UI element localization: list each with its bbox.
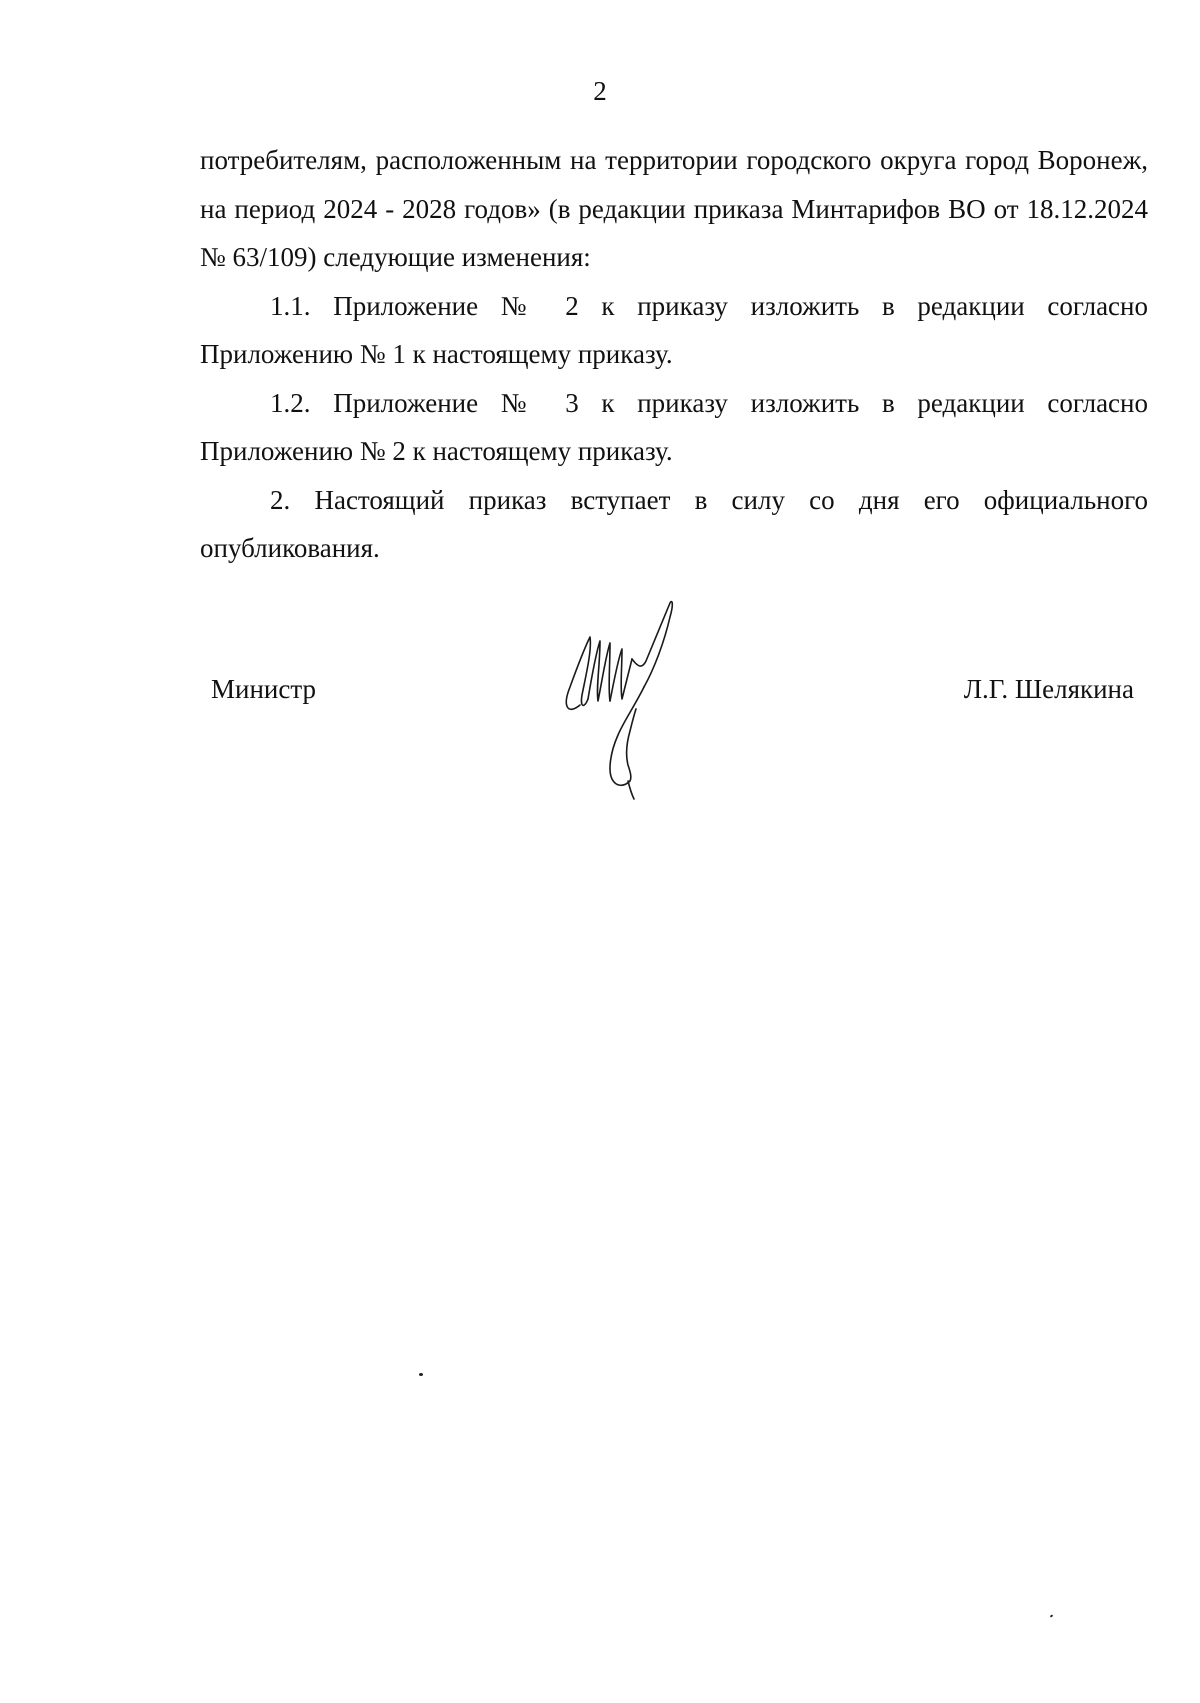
paragraph-continuation: потребителям, расположенным на территории городского округа город Воронеж, на период 2024 - 2028 годов» (в редакции приказа Минтарифов ВО от 18.12.2024 № 63/109) следующие изменения: xyxy=(200,145,1148,272)
signatory-role: Министр xyxy=(211,674,316,704)
signatory-name: Л.Г. Шелякина xyxy=(963,674,1134,704)
handwritten-signature xyxy=(560,595,720,815)
page-number: 2 xyxy=(593,76,607,106)
document-body xyxy=(200,136,1148,573)
paragraph-item-1-2: 1.2. Приложение № 3 к приказу изложить в редакции согласно Приложению № 2 к настоящему приказу. xyxy=(200,387,1148,466)
paragraph-item-1-1: 1.1. Приложение № 2 к приказу изложить в редакции согласно Приложению № 1 к настоящему приказу. xyxy=(200,290,1148,369)
scan-speck xyxy=(1050,1614,1054,1617)
scan-speck xyxy=(419,1373,423,1376)
paragraph-item-2: 2. Настоящий приказ вступает в силу со дня его официального опубликования. xyxy=(200,484,1148,563)
